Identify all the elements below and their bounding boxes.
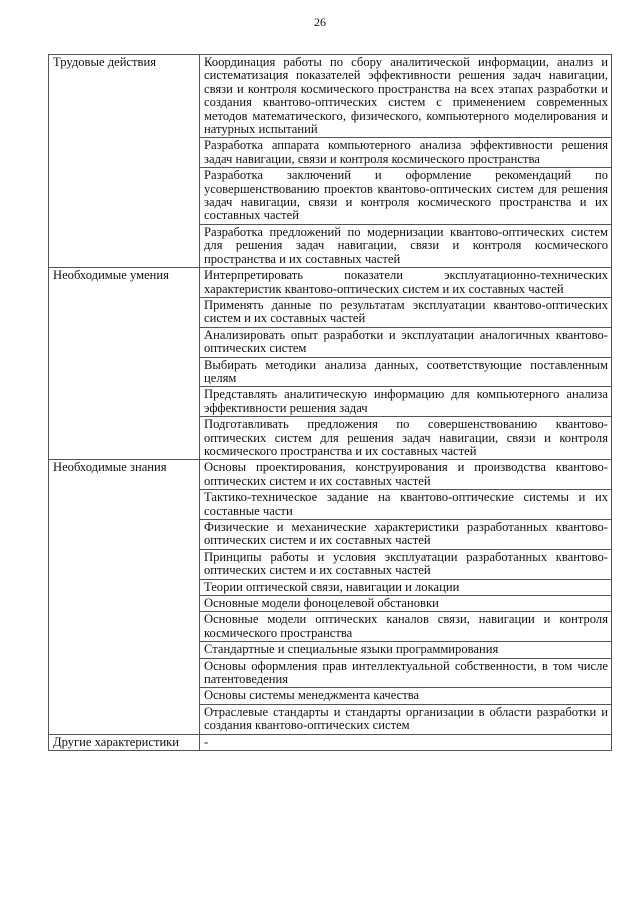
table-cell: Разработка заключений и оформление рекомендаций по усовершенствованию проектов квантово-оптических систем для решения задач навигации, связи и контроля космического пространства и их составных частей — [200, 168, 612, 225]
table-row — [49, 268, 612, 298]
table-cell: Интерпретировать показатели эксплуатационно-технических характеристик квантово-оптических систем и их составных частей — [200, 268, 612, 298]
table-cell: Основы проектирования, конструирования и производства квантово-оптических систем и их составных частей — [200, 460, 612, 490]
table-cell: Принципы работы и условия эксплуатации разработанных квантово-оптических систем и их составных частей — [200, 549, 612, 579]
table-cell: Разработка аппарата компьютерного анализа эффективности решения задач навигации, связи и контроля космического пространства — [200, 138, 612, 168]
table-cell: Физические и механические характеристики разработанных квантово-оптических систем и их составных частей — [200, 520, 612, 550]
section-label-required-skills: Необходимые умения — [49, 268, 200, 460]
table-cell: Отраслевые стандарты и стандарты организации в области разработки и создания квантово-оптических систем — [200, 704, 612, 734]
section-label-labor-actions: Трудовые действия — [49, 55, 200, 268]
table-cell: Выбирать методики анализа данных, соответствующие поставленным целям — [200, 357, 612, 387]
table-row — [49, 734, 612, 750]
table-cell: Анализировать опыт разработки и эксплуатации аналогичных квантово-оптических систем — [200, 327, 612, 357]
table-cell: Теории оптической связи, навигации и локации — [200, 579, 612, 595]
section-label-required-knowledge: Необходимые знания — [49, 460, 200, 734]
table-cell: Подготавливать предложения по совершенствованию квантово-оптических систем для решения задач навигации, связи и контроля космического пространства и их составных частей — [200, 417, 612, 460]
table-cell: Координация работы по сбору аналитической информации, анализ и систематизация показателей эффективности решения задач навигации, связи и контроля космического пространства на всех этапах разработки и создания квантово-оптических систем с применением современных методов математического, физического, компьютерного моделирования и натурных испытаний — [200, 55, 612, 138]
page-number: 26 — [314, 15, 326, 29]
table-row — [49, 460, 612, 490]
table-cell: Разработка предложений по модернизации квантово-оптических систем для решения задач навигации, связи и контроля космического пространства и их составных частей — [200, 224, 612, 267]
table-cell: Применять данные по результатам эксплуатации квантово-оптических систем и их составных частей — [200, 297, 612, 327]
table-cell: Стандартные и специальные языки программирования — [200, 642, 612, 658]
job-function-table — [48, 54, 612, 751]
table-cell: Основные модели оптических каналов связи, навигации и контроля космического пространства — [200, 612, 612, 642]
table-cell: Тактико-техническое задание на квантово-оптические системы и их составные части — [200, 490, 612, 520]
table-cell: Основы системы менеджмента качества — [200, 688, 612, 704]
section-label-other-characteristics: Другие характеристики — [49, 734, 200, 750]
table-cell: Основы оформления прав интеллектуальной собственности, в том числе патентоведения — [200, 658, 612, 688]
table-row — [49, 55, 612, 138]
table-cell: Основные модели фоноцелевой обстановки — [200, 596, 612, 612]
table-cell: - — [200, 734, 612, 750]
table-cell: Представлять аналитическую информацию для компьютерного анализа эффективности решения задач — [200, 387, 612, 417]
